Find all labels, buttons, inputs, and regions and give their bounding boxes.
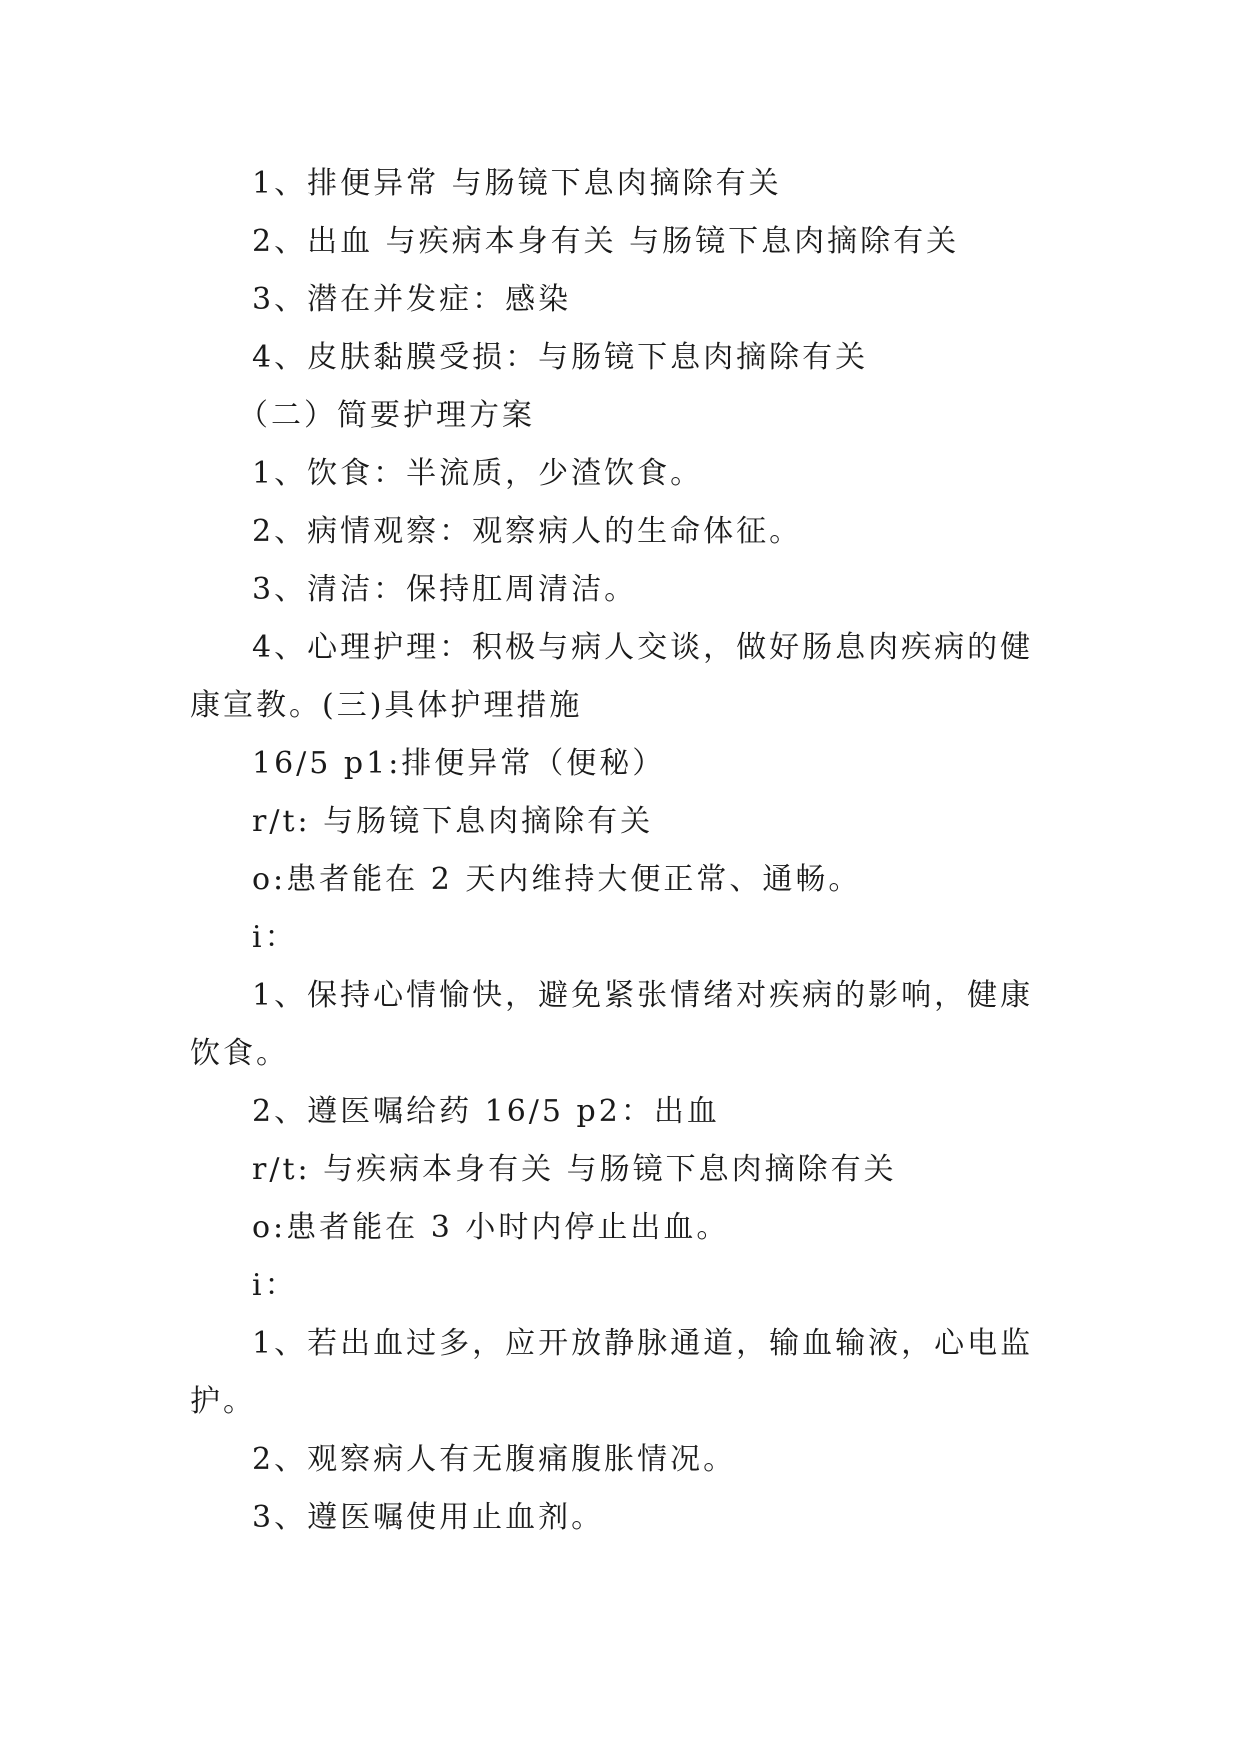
- problem-1-title: 16/5 p1:排便异常（便秘）: [252, 746, 666, 781]
- problem-2-related-to: r/t: 与疾病本身有关 与肠镜下息肉摘除有关: [252, 1152, 897, 1187]
- problem-1-intervention-label: i：: [252, 920, 298, 955]
- diagnosis-1: 1、排便异常 与肠镜下息肉摘除有关: [252, 166, 782, 201]
- plan-item-psychological: 4、心理护理：积极与病人交谈，做好肠息肉疾病的健康宣教。(三)具体护理措施: [190, 630, 1034, 723]
- problem-2-intervention-1: 1、若出血过多，应开放静脉通道，输血输液，心电监护。: [190, 1326, 1034, 1419]
- diagnosis-4: 4、皮肤黏膜受损：与肠镜下息肉摘除有关: [252, 340, 869, 375]
- plan-item-diet: 1、饮食：半流质，少渣饮食。: [252, 456, 704, 491]
- problem-1-intervention-2: 2、遵医嘱给药 16/5 p2：出血: [252, 1094, 720, 1129]
- problem-2-outcome: o:患者能在 3 小时内停止出血。: [252, 1210, 730, 1245]
- section-heading-nursing-plan: （二）简要护理方案: [238, 398, 535, 433]
- plan-item-cleaning: 3、清洁：保持肛周清洁。: [252, 572, 638, 607]
- problem-1-intervention-1: 1、保持心情愉快，避免紧张情绪对疾病的影响，健康饮食。: [190, 978, 1034, 1071]
- problem-1-related-to: r/t: 与肠镜下息肉摘除有关: [252, 804, 654, 839]
- problem-2-intervention-2: 2、观察病人有无腹痛腹胀情况。: [252, 1442, 737, 1477]
- diagnosis-2: 2、出血 与疾病本身有关 与肠镜下息肉摘除有关: [252, 224, 960, 259]
- problem-2-intervention-label: i：: [252, 1268, 298, 1303]
- problem-1-outcome: o:患者能在 2 天内维持大便正常、通畅。: [252, 862, 862, 897]
- diagnosis-3: 3、潜在并发症：感染: [252, 282, 572, 317]
- plan-item-observation: 2、病情观察：观察病人的生命体征。: [252, 514, 803, 549]
- document-body: [190, 155, 1060, 1547]
- problem-2-intervention-3: 3、遵医嘱使用止血剂。: [252, 1500, 605, 1535]
